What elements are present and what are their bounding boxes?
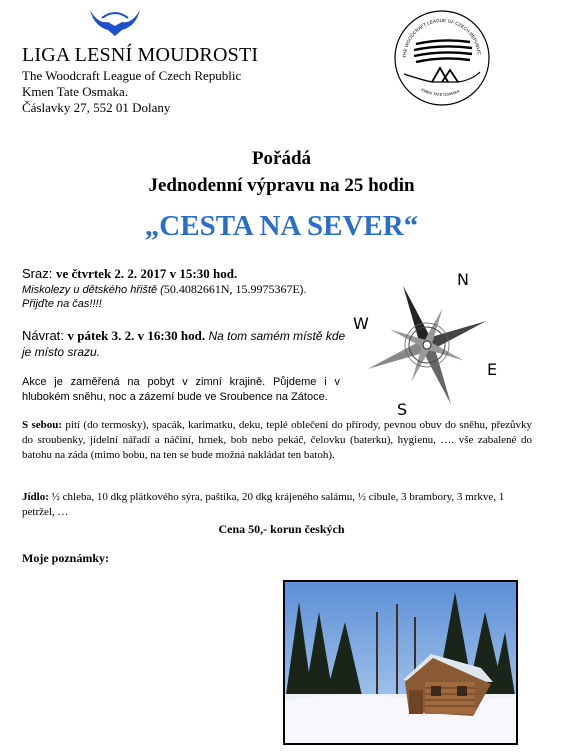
meeting-label: Sraz: [22,266,56,281]
org-english: The Woodcraft League of Czech Republic [22,68,242,83]
compass-e: E [487,360,498,379]
compass-w: W [353,314,369,333]
compass-n: N [457,270,469,289]
meeting-section [22,266,352,311]
meeting-coordinates: 50.4082661N, 15.9975367E [163,282,300,296]
org-name: LIGA LESNÍ MOUDROSTI [22,44,259,66]
description: Akce je zaměřená na pobyt v zimní krajině. Půjdeme i v hlubokém sněhu, noc a zázemí bude ve Sroubence na Zátoce. [22,376,340,403]
event-title: „CESTA NA SEVER“ [144,210,419,242]
woodcraft-emblem-icon [392,8,492,108]
meeting-time: ve čtvrtek 2. 2. 2017 v 15:30 hod. [55,266,238,281]
meeting-note: Přijďte na čas!!!! [22,298,102,310]
emblem-text-top: THE WOODCRAFT LEAGUE OF CZECH REPUBLIC [401,17,482,59]
notes-label: Moje poznámky: [22,551,109,565]
packing-label: S sebou: [22,419,63,431]
meeting-place-end: ). [299,284,307,296]
compass-s: S [397,400,408,419]
emblem-text-bottom: KMEN TATE OSMAKA [420,87,461,98]
compass-rose-icon [345,267,525,422]
winter-cabin-illustration [285,582,516,743]
return-section [22,328,352,360]
price: Cena 50,- korun českých [218,522,345,536]
trip-heading: Jednodenní výpravu na 25 hodin [148,175,415,196]
return-time: v pátek 3. 2. v 16:30 hod. [67,328,206,343]
return-note: Na tom samém místě kde je místo srazu. [22,329,346,359]
organizes-heading: Pořádá [251,148,312,169]
food-section [22,490,532,520]
return-label: Návrat: [22,328,68,343]
food-label: Jídlo: [22,491,49,503]
packing-text: pití (do termosky), spacák, karimatku, deku, teplé oblečení do přírody, pevnou obuv do sněhu, přezůvky do sroubenky, jídelní nářadí a náčiní, hrnek, bob nebo pekáč, čelovku (baterku), hygienu, …. vše zabalené do batohu na záda (mimo bobu, na ten se bude možná nakládat ten batoh). [22,419,532,461]
wolf-head-logo-icon [88,6,142,38]
meeting-place: Miskolezy u dětského hřiště ( [22,284,164,296]
address: Čáslavky 27, 552 01 Dolany [22,100,171,115]
packing-section [22,418,532,463]
unit-name: Kmen Tate Osmaka. [22,84,129,99]
food-text: ½ chleba, 10 dkg plátkového sýra, paštika, 20 dkg krájeného salámu, ½ cibule, 3 brambory, 3 mrkve, 1 petržel, … [22,491,505,518]
winter-cabin-photo [283,580,518,745]
